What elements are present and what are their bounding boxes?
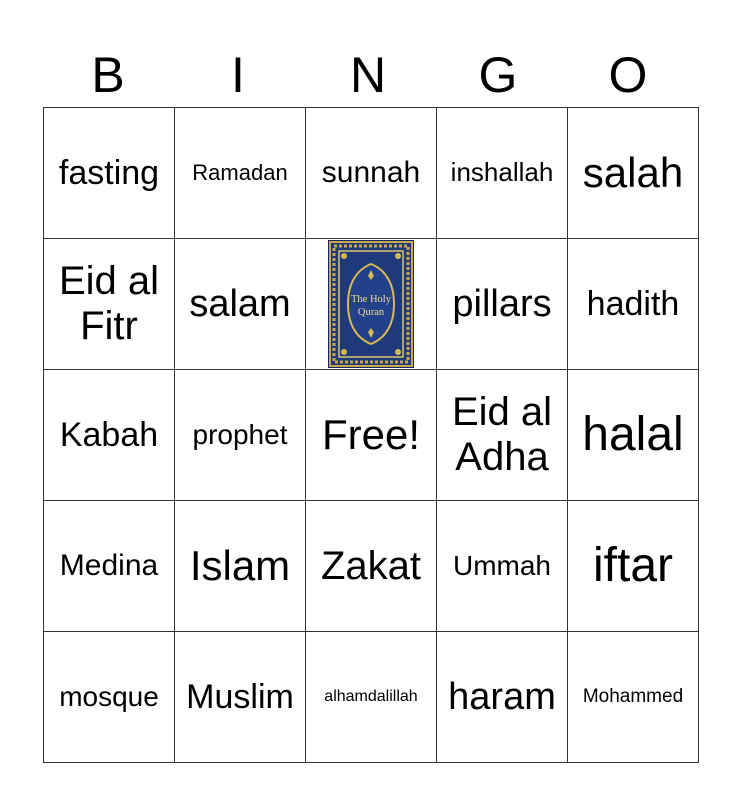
cell-label: Ramadan <box>192 159 288 185</box>
bingo-cell[interactable] <box>568 632 699 763</box>
bingo-cell[interactable] <box>44 501 175 632</box>
bingo-cell[interactable] <box>437 632 568 763</box>
bingo-cell-free[interactable] <box>306 370 437 501</box>
header-letter-g: G <box>478 47 518 103</box>
bingo-header <box>43 44 693 106</box>
cell-label: iftar <box>592 539 673 593</box>
bingo-cell[interactable] <box>44 632 175 763</box>
bingo-cell[interactable] <box>44 108 175 239</box>
cell-label: alhamdalillah <box>324 688 418 706</box>
bingo-cell[interactable] <box>175 632 306 763</box>
header-letter-o: O <box>608 47 648 103</box>
bingo-cell[interactable] <box>568 108 699 239</box>
bingo-cell-center-image[interactable] <box>306 239 437 370</box>
cell-label: Eid al Adha <box>451 390 553 479</box>
cell-label: Kabah <box>59 415 159 454</box>
bingo-cell[interactable] <box>175 239 306 370</box>
cell-label: Eid al Fitr <box>58 259 160 348</box>
cell-label: Medina <box>59 549 159 583</box>
header-letter-i: I <box>231 47 245 103</box>
bingo-cell[interactable] <box>306 108 437 239</box>
board-row <box>44 370 699 501</box>
bingo-cell[interactable] <box>568 501 699 632</box>
cell-label: fasting <box>58 153 160 192</box>
cell-label: haram <box>448 675 556 718</box>
board-row <box>44 239 699 370</box>
board-row <box>44 632 699 763</box>
bingo-board <box>43 107 699 763</box>
board-row <box>44 501 699 632</box>
bingo-cell[interactable] <box>175 108 306 239</box>
free-space-label: Free! <box>321 411 421 459</box>
cell-label: salam <box>189 282 291 325</box>
cell-label: sunnah <box>321 156 421 190</box>
bingo-cell[interactable] <box>175 501 306 632</box>
cell-label: Zakat <box>320 543 422 588</box>
holy-quran-book-icon <box>328 240 414 368</box>
bingo-cell[interactable] <box>44 239 175 370</box>
header-letter-b: B <box>91 47 125 103</box>
bingo-cell[interactable] <box>437 501 568 632</box>
cell-label: inshallah <box>450 157 554 188</box>
bingo-cell[interactable] <box>568 370 699 501</box>
quran-title-line1: The Holy <box>351 294 391 305</box>
bingo-cell[interactable] <box>437 370 568 501</box>
bingo-cell[interactable] <box>306 501 437 632</box>
quran-title-line2: Quran <box>357 307 385 318</box>
cell-label: salah <box>582 149 684 197</box>
cell-label: hadith <box>586 284 680 323</box>
bingo-cell[interactable] <box>568 239 699 370</box>
cell-label: Mohammed <box>582 686 684 708</box>
cell-label: mosque <box>59 681 159 713</box>
bingo-cell[interactable] <box>437 108 568 239</box>
cell-label: halal <box>582 408 684 462</box>
cell-label: Ummah <box>452 550 551 582</box>
bingo-cell[interactable] <box>306 632 437 763</box>
cell-label: pillars <box>452 282 552 325</box>
board-row <box>44 108 699 239</box>
header-letter-n: N <box>349 47 387 103</box>
cell-label: Islam <box>189 542 291 590</box>
cell-label: prophet <box>192 419 288 451</box>
bingo-cell[interactable] <box>175 370 306 501</box>
bingo-cell[interactable] <box>44 370 175 501</box>
bingo-cell[interactable] <box>437 239 568 370</box>
cell-label: Muslim <box>186 677 294 716</box>
